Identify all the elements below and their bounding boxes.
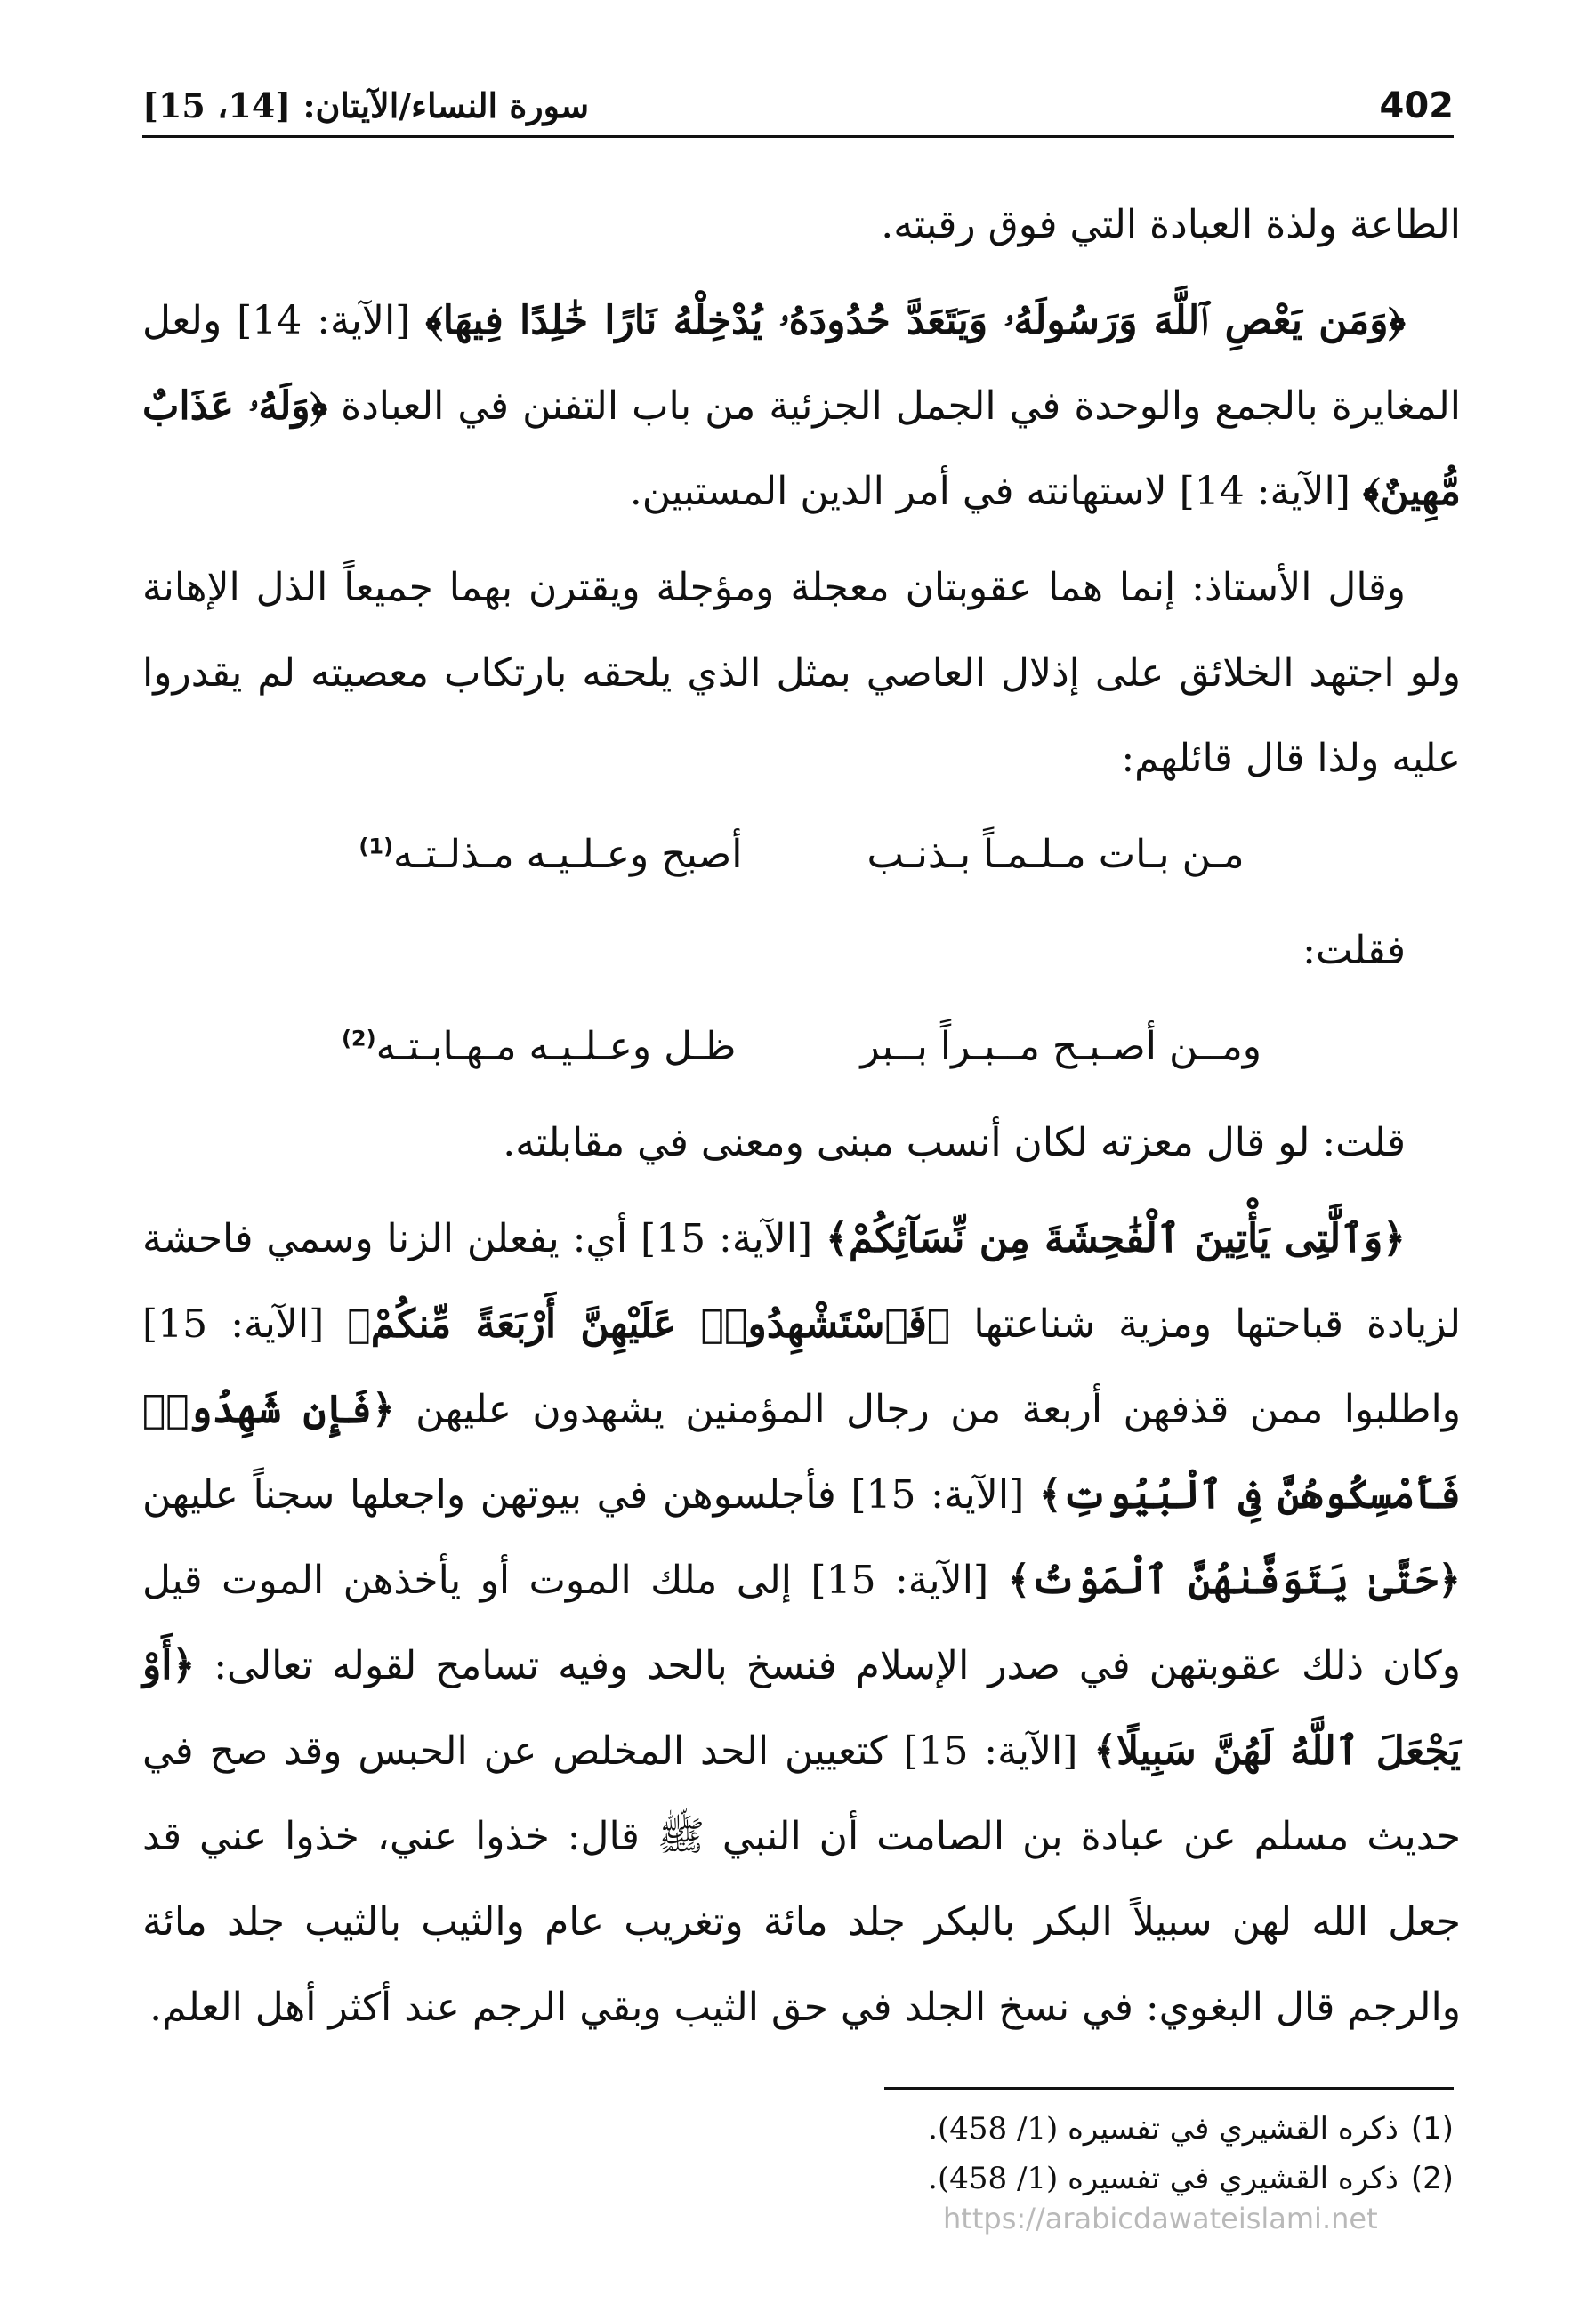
faqult-label: فقلت: bbox=[1302, 928, 1406, 973]
watermark-url: https://arabicdawateislami.net bbox=[943, 2202, 1378, 2235]
paragraph-5 bbox=[142, 1196, 1461, 2050]
quran-verse: ﴿أَوْ يَجْعَلَ ٱللَّهُ لَهُنَّ سَبِيلًا﴾ bbox=[142, 1643, 1461, 1774]
page-number: 402 bbox=[1379, 85, 1454, 126]
footnote-text: ذكره القشيري في تفسيره (1/ 458). bbox=[928, 2111, 1399, 2147]
quran-verse: ﴿حَتَّىٰ يَتَوَفَّىٰهُنَّ ٱلْمَوْتُ﴾ bbox=[1007, 1558, 1461, 1603]
commentary-text: [الآية: 15] فأجلسوهن في بيوتهن واجعلها سجناً عليهن bbox=[142, 1472, 1039, 1518]
running-title: سورة النساء/الآيتان: [14، 15] bbox=[142, 85, 590, 125]
footnote-1 bbox=[142, 2104, 1454, 2154]
header-rule bbox=[142, 135, 1454, 138]
verse-hemistich: مـن بـات مـلـمـاً بـذنـب bbox=[867, 832, 1245, 877]
quran-verse: ﴿فَٱسْتَشْهِدُوا۟ عَلَيْهِنَّ أَرْبَعَةً مِّنكُمْ﴾ bbox=[347, 1301, 951, 1347]
verse-hemistich: ومــن أصـبـح مــبـراً بــبر bbox=[860, 1024, 1262, 1069]
commentary-text: [الآية: 15] واطلبوا ممن قذفهن أربعة من رجال المؤمنين يشهدون عليهن bbox=[142, 1301, 1461, 1432]
footnote-2 bbox=[142, 2154, 1454, 2203]
footnote-ref: (2) bbox=[341, 1026, 376, 1051]
quran-verse: ﴿وَٱلَّٰتِى يَأْتِينَ ٱلْفَٰحِشَةَ مِن نِّسَآئِكُمْ﴾ bbox=[826, 1216, 1406, 1261]
page-header bbox=[142, 85, 1454, 139]
commentary-text: [الآية: 15] كتعيين الحد المخلص عن الحبس وقد صح في حديث مسلم عن عبادة بن الصامت أن النبي ﷺ قال: خذوا عني، خذوا عني قد جعل الله لهن سبيلاً البكر بالبكر جلد مائة وتغريب عام والثيب بالثيب جلد مائة والرجم قال البغوي: في نسخ الجلد في حق الثيب وبقي الرجم عند أكثر أهل العلم. bbox=[142, 1728, 1461, 2030]
quran-verse: ﴿فَإِن شَهِدُوا۟ فَأَمْسِكُوهُنَّ فِى ٱلْبُيُوتِ﴾ bbox=[142, 1387, 1461, 1518]
poem-verse-2 bbox=[142, 1004, 1461, 1090]
verse-hemistich-text: ظـل وعـلـيـه مـهـابـتـه bbox=[375, 1024, 737, 1069]
paragraph-1 bbox=[142, 182, 1461, 268]
quran-verse: ﴿وَمَن يَعْصِ ٱللَّهَ وَرَسُولَهُۥ وَيَتَعَدَّ حُدُودَهُۥ يُدْخِلْهُ نَارًا خَٰلِدًا فِيهَا﴾ bbox=[425, 298, 1406, 343]
footnote-rule bbox=[884, 2087, 1454, 2090]
footnote-text: ذكره القشيري في تفسيره (1/ 458). bbox=[928, 2161, 1399, 2196]
verse-hemistich-text: أصبح وعـلـيـه مـذلـتـه bbox=[393, 832, 743, 877]
commentary-text: [الآية: 15] أي: يفعلن الزنا وسمي فاحشة لزيادة قباحتها ومزية شناعتها bbox=[142, 1216, 1461, 1347]
paragraph-3 bbox=[142, 545, 1461, 802]
footnote-number: (2) bbox=[1410, 2161, 1454, 2196]
paragraph-4 bbox=[142, 1100, 1461, 1186]
commentary-text: [الآية: 14] ولعل المغايرة بالجمع والوحدة في الجمل الجزئية من باب التفنن في العبادة bbox=[142, 298, 1461, 429]
quran-verse: ﴿وَلَهُۥ عَذَابٌ مُّهِينٌ﴾ bbox=[142, 383, 1461, 514]
poem-verse-1 bbox=[142, 812, 1461, 898]
paragraph-3-text: وقال الأستاذ: إنما هما عقوبتان معجلة ومؤجلة ويقترن بهما جميعاً الذل الإهانة ولو اجتهد الخلائق على إذلال العاصي بمثل الذي يلحقه بارتكاب معصيته لم يقدروا عليه ولذا قال قائلهم: bbox=[142, 565, 1461, 781]
commentary-text: [الآية: 14] لاستهانته في أمر الدين المستبين. bbox=[629, 469, 1363, 514]
main-text bbox=[142, 182, 1461, 2061]
paragraph-4-text: قلت: لو قال معزته لكان أنسب مبنى ومعنى في مقابلته. bbox=[503, 1120, 1406, 1165]
paragraph-1-text: الطاعة ولذة العبادة التي فوق رقبته. bbox=[881, 202, 1461, 247]
commentary-text: [الآية: 15] إلى ملك الموت أو يأخذهن الموت قيل وكان ذلك عقوبتهن في صدر الإسلام فنسخ بالحد وفيه تسامح لقوله تعالى: bbox=[142, 1558, 1461, 1688]
footnotes bbox=[142, 2104, 1454, 2203]
verse-hemistich bbox=[342, 1004, 736, 1090]
verse-hemistich bbox=[359, 812, 742, 898]
footnote-number: (1) bbox=[1410, 2111, 1454, 2147]
paragraph-2 bbox=[142, 278, 1461, 535]
footnote-ref: (1) bbox=[359, 834, 394, 859]
